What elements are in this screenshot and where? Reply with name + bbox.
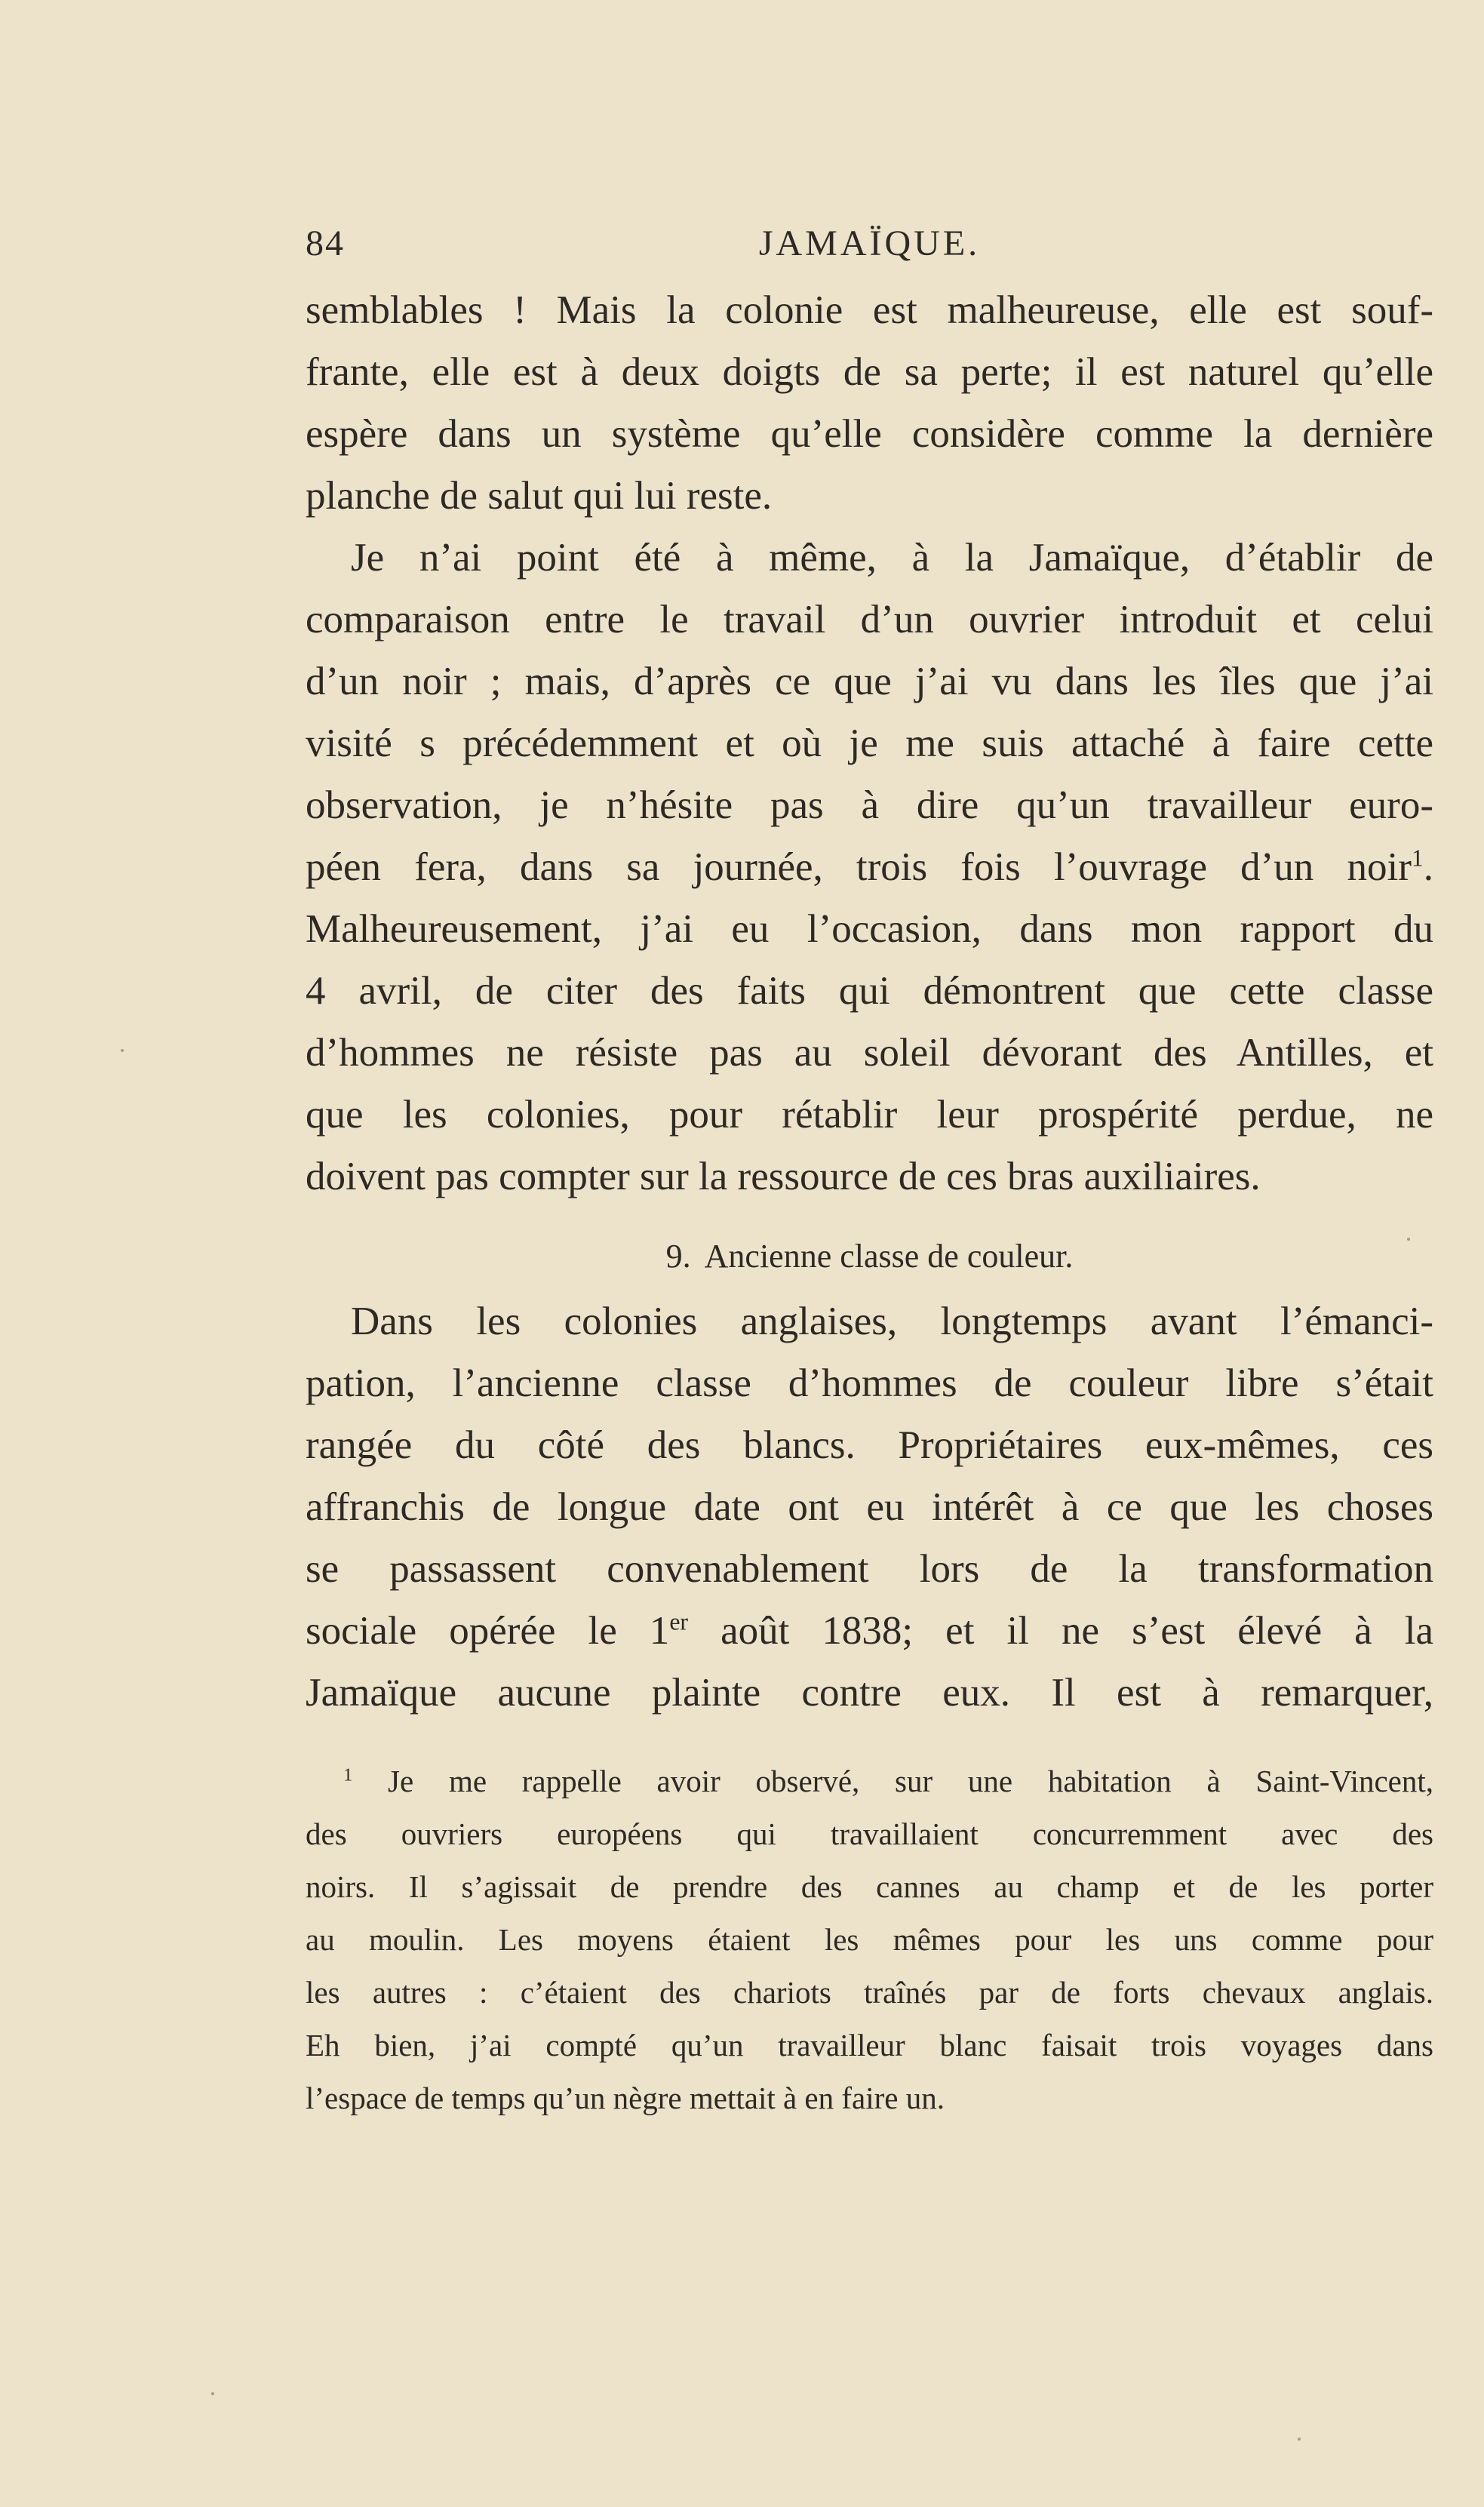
footnote-block (306, 1755, 1433, 2124)
footnote-line: noirs. Il s’agissait de prendre des cannes au champ et de les porter (306, 1869, 1433, 1904)
text-line: semblables ! Mais la colonie est malheureuse, elle est souf- (306, 288, 1433, 332)
text-line: affranchis de longue date ont eu intérêt à ce que les choses (306, 1485, 1433, 1529)
paper-speck (211, 2392, 214, 2395)
text-line: Je n’ai point été à même, à la Jamaïque, d’établir de (351, 536, 1433, 580)
footnote-line: l’espace de temps qu’un nègre mettait à en faire un. (306, 2081, 945, 2115)
text-line: visité s précédemment et où je me suis attaché à faire cette (306, 721, 1433, 765)
text-line: Malheureusement, j’ai eu l’occasion, dans mon rapport du (306, 907, 1433, 951)
footnote-line: les autres : c’étaient des chariots traînés par de forts chevaux anglais. (306, 1975, 1433, 2010)
page-number: 84 (306, 223, 345, 263)
text-fragment: sociale opérée le 1 (306, 1609, 670, 1653)
text-fragment: péen fera, dans sa journée, trois fois l’ouvrage d’un noir (306, 845, 1412, 889)
paper-speck (121, 1049, 124, 1052)
text-line: que les colonies, pour rétablir leur prospérité perdue, ne (306, 1093, 1433, 1137)
footnote-line: au moulin. Les moyens étaient les mêmes pour les uns comme pour (306, 1922, 1433, 1957)
text-line: espère dans un système qu’elle considère comme la dernière (306, 412, 1433, 456)
text-line: d’hommes ne résiste pas au soleil dévorant des Antilles, et (306, 1031, 1433, 1075)
text-line: doivent pas compter sur la ressource de ces bras auxiliaires. (306, 1155, 1261, 1198)
text-line: Dans les colonies anglaises, longtemps avant l’émanci- (351, 1300, 1433, 1343)
text-line: péen fera, dans sa journée, trois fois l’ouvrage d’un noir$^1$. (306, 844, 1433, 889)
text-line: 4 avril, de citer des faits qui démontrent que cette classe (306, 969, 1433, 1013)
running-head (306, 223, 1433, 275)
footnote-line: Eh bien, j’ai compté qu’un travailleur blanc faisait trois voyages dans (306, 2028, 1433, 2063)
text-fragment: août 1838; et il ne s’est élevé à la (720, 1609, 1433, 1653)
main-text (306, 279, 1433, 1207)
text-line: observation, je n’hésite pas à dire qu’un travailleur euro- (306, 783, 1433, 827)
ordinal-suffix: er (669, 1608, 689, 1635)
text-line: Jamaïque aucune plainte contre eux. Il est à remarquer, (306, 1671, 1433, 1715)
text-line: se passassent convenablement lors de la transformation (306, 1547, 1433, 1591)
footnote-line (306, 1755, 1433, 1807)
paper-speck (1407, 1238, 1410, 1241)
footnote-marker: 1 (343, 1764, 353, 1786)
text-fragment: Je me rappelle avoir observé, sur une habitation à Saint-Vincent, (388, 1764, 1433, 1798)
text-line: rangée du côté des blancs. Propriétaires eux-mêmes, ces (306, 1423, 1433, 1467)
paper-speck (1298, 2438, 1301, 2441)
section-heading (306, 1230, 1433, 1283)
footnote-reference: 1 (1411, 844, 1424, 872)
text-line: planche de salut qui lui reste. (306, 474, 773, 518)
section-title: Ancienne classe de couleur. (704, 1238, 1074, 1275)
text-line: pation, l’ancienne classe d’hommes de couleur libre s’était (306, 1361, 1433, 1405)
section-number: 9. (665, 1238, 691, 1275)
section-text (306, 1290, 1433, 1724)
text-line: d’un noir ; mais, d’après ce que j’ai vu dans les îles que j’ai (306, 660, 1433, 703)
running-title: JAMAÏQUE. (758, 223, 981, 263)
footnote-line: des ouvriers européens qui travaillaient concurremment avec des (306, 1816, 1433, 1851)
text-line: comparaison entre le travail d’un ouvrier introduit et celui (306, 598, 1433, 641)
text-line (306, 1600, 1433, 1662)
text-line: frante, elle est à deux doigts de sa perte; il est naturel qu’elle (306, 350, 1433, 394)
